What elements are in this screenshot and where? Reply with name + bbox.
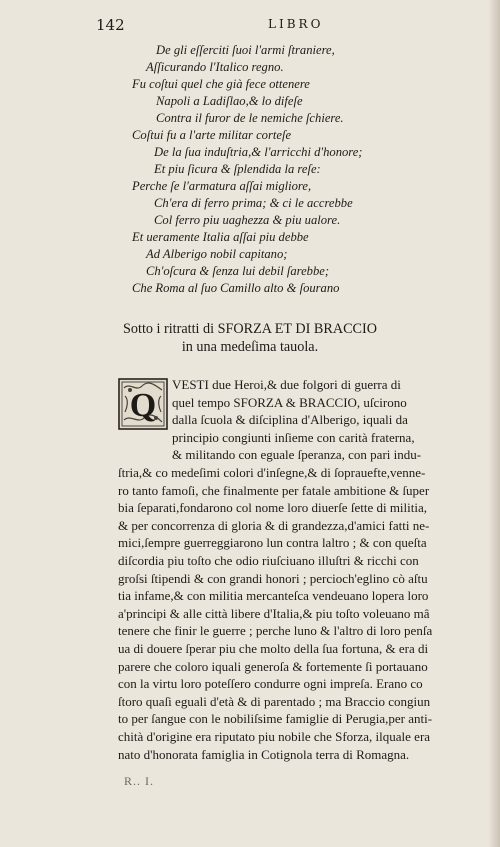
running-head: LIBRO	[268, 17, 324, 31]
prose-line: chità d'origine era riputato piu nobile che Sforza, ilquale era	[118, 729, 431, 744]
prose-line: to per ſangue con le nobiliſsime famiglie di Perugia,per anti-	[118, 711, 433, 727]
decorated-initial-q-icon	[118, 378, 168, 430]
caption-line-1: Sotto i ritratti di SFORZA ET DI BRACCIO	[123, 321, 377, 337]
prose-line: nato d'honorata famiglia in Cotignola terra di Romagna.	[118, 746, 410, 762]
prose-line: groſsi ſtipendi & con grandi honori ; percioch'eglino cò aſtu	[118, 570, 428, 586]
prose-line: & per concorrenza di gloria & di grandezza,d'amici fatti ne-	[118, 517, 430, 533]
prose-line: con la virtu loro poteſſero condurre ogni impreſa. Erano co	[118, 676, 423, 692]
prose-line: VESTI due Heroi,& due folgori di guerra di	[172, 377, 401, 392]
poem-line: Contra il furor de le nemiche ſchiere.	[156, 111, 344, 125]
poem-line: Et piu ſicura & ſplendida la reſe:	[154, 162, 321, 176]
prose-line: quel tempo SFORZA & BRACCIO, uſcirono	[172, 394, 407, 410]
poem-line: De gli eſſerciti ſuoi l'armi ſtraniere,	[156, 43, 335, 57]
prose-line: ro tanto famoſi, che finalmente per fatale ambitione & ſuper	[118, 482, 430, 498]
caption-line-2: in una medeſima tauola.	[181, 339, 319, 355]
prose-line: mici,ſempre guerreggiarono lun contra laltro ; & con queſta	[118, 535, 427, 551]
prose-line: dalla ſcuola & diſciplina d'Alberigo, iquali da	[172, 412, 408, 428]
prose-line: principio congiunti inſieme con carità fraterna,	[172, 429, 415, 445]
signature-mark: R.. I.	[124, 774, 154, 788]
page-header	[96, 16, 396, 36]
prose-line: tenere che finir le guerre ; perche luno & l'altro di loro penſa	[118, 623, 433, 639]
poem-line: Perche ſe l'armatura aſſai migliore,	[132, 179, 312, 193]
prose-line: ſtria,& co medeſimi colori d'inſegne,& di ſoprauefte,venne-	[118, 465, 426, 480]
poem-line: De la ſua induſtria,& l'arricchi d'honore;	[154, 145, 363, 159]
prose-line: ua di douere ſperar piu che molto della ſua fortuna, & era di	[118, 641, 429, 656]
poem-line: Aſſicurando l'Italico regno.	[146, 60, 284, 74]
prose-line: tia infame,& con militia mercanteſca vendeuano lopera loro	[118, 588, 429, 604]
poem-line: Napoli a Ladiſlao,& lo difeſe	[156, 94, 303, 108]
poem-line: Col ferro piu uaghezza & piu ualore.	[154, 213, 341, 227]
poem-line: Che Roma al ſuo Camillo alto & ſourano	[132, 281, 340, 295]
prose-line: bia ſeparati,fondarono col nome loro diuerſe ſette di militia,	[118, 500, 428, 516]
prose-line: parere che coloro iquali generoſa & fortemente ſi portauano	[118, 658, 428, 674]
section-caption	[0, 320, 500, 356]
prose-line: & militando con eguale ſperanza, con pari indu-	[172, 447, 422, 463]
poem-line: Ad Alberigo nobil capitano;	[146, 247, 288, 261]
poem-line: Fu coſtui quel che già fece ottenere	[132, 77, 310, 91]
svg-text:Q: Q	[129, 387, 157, 424]
poem-line: Ch'oſcura & ſenza lui debil ſarebbe;	[146, 264, 330, 278]
page-number: 142	[96, 16, 125, 34]
prose-line: diſcordia piu toſto che odio riuſciuano illuſtri & ricchi con	[118, 553, 419, 568]
poem-line: Coſtui fu a l'arte militar corteſe	[132, 128, 292, 142]
prose-line: ſtoro quaſi eguali d'età & di parentado ; ma Braccio congiun	[118, 693, 431, 709]
page-gutter-shadow	[488, 0, 500, 847]
poem-line: Et ueramente Italia aſſai piu debbe	[132, 230, 309, 244]
poem-line: Ch'era di ferro prima; & ci le accrebbe	[154, 196, 353, 210]
prose-line: a'principi & alle città libere d'Italia,& piu toſto voleuano mâ	[118, 605, 430, 621]
